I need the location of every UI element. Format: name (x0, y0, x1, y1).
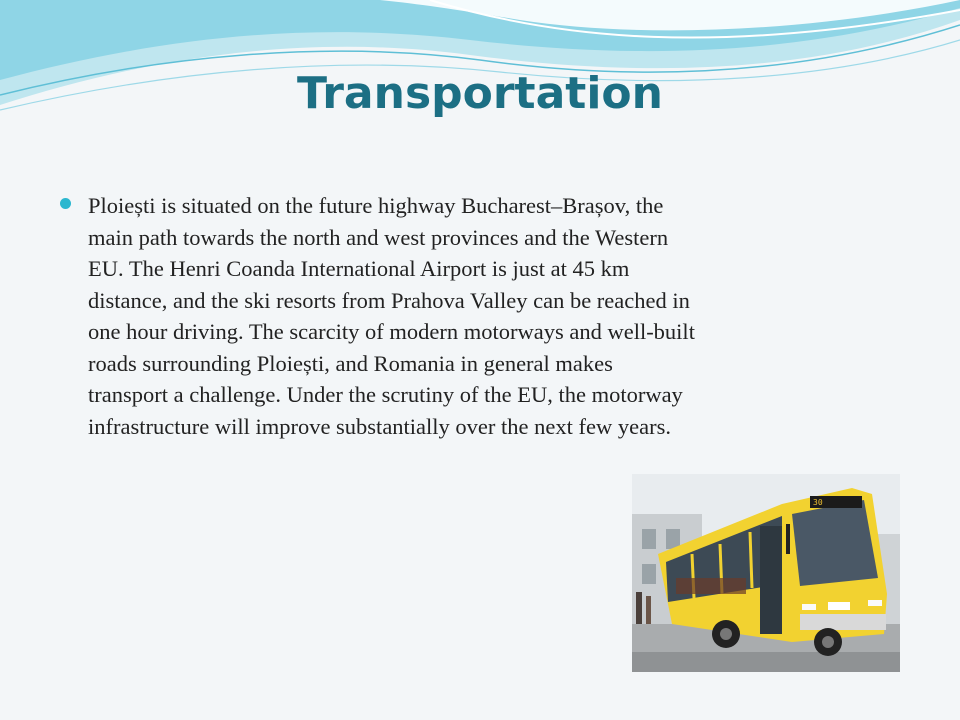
route-number: 30 (813, 498, 823, 507)
bus-photo (632, 474, 900, 672)
bullet-item (58, 190, 698, 442)
bullet-list (58, 190, 698, 442)
slide-title: Transportation (297, 68, 663, 119)
bus-image (632, 474, 900, 672)
bullet-text: Ploiești is situated on the future highway Bucharest–Brașov, the main path towards the north and west provinces and the Western EU. The Henri Coanda International Airport is just at 45 km distance, and the ski resorts from Prahova Valley can be reached in one hour driving. The scarcity of modern motorways and well-built roads surrounding Ploiești, and Romania in general makes transport a challenge. Under the scrutiny of the EU, the motorway infrastructure will improve substantially over the next few years. (88, 193, 695, 439)
bullet-dot-icon (60, 198, 71, 209)
